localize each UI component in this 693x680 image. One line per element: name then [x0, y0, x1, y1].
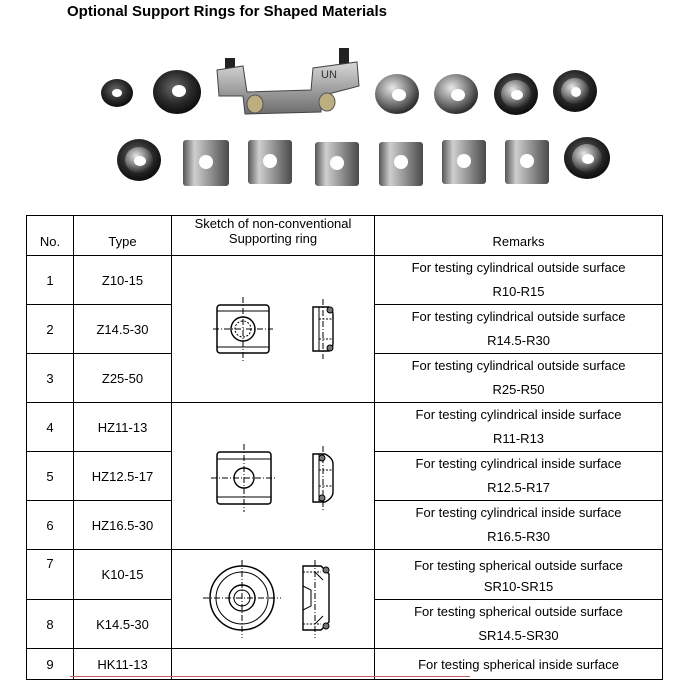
remark-line1: For testing spherical outside surface: [414, 557, 623, 573]
row-no: 9: [27, 649, 74, 680]
block-1: [183, 140, 229, 186]
remark-line1: For testing cylindrical inside surface: [415, 456, 622, 471]
sketch-hz-series: [172, 403, 375, 550]
row-type: HK11-13: [74, 649, 172, 680]
row-no: 3: [27, 354, 74, 403]
remark-line2: R16.5-R30: [487, 529, 550, 544]
row-type: Z25-50: [74, 354, 172, 403]
row-type: K14.5-30: [74, 600, 172, 649]
remark-line1: For testing cylindrical inside surface: [415, 505, 622, 520]
row-remarks: [375, 550, 663, 600]
remark-line1: For testing cylindrical outside surface: [411, 309, 626, 324]
row-type: Z10-15: [74, 256, 172, 305]
row-remarks: [375, 600, 663, 649]
bottom-divider: [70, 676, 470, 677]
block-4: [379, 142, 423, 186]
header-no: No.: [27, 216, 74, 256]
remark-line1: For testing spherical outside surface: [414, 604, 623, 619]
header-remarks: Remarks: [375, 216, 663, 256]
row-remarks: [375, 305, 663, 354]
table-row: [27, 649, 663, 680]
ring-bottom-1: [117, 139, 161, 181]
ring-top-4: [434, 74, 478, 114]
remark-line1: For testing cylindrical outside surface: [411, 260, 626, 275]
block-3: [315, 142, 359, 186]
remark-line2: R11-R13: [492, 431, 545, 446]
ring-top-3: [375, 74, 419, 114]
ring-top-2: [153, 70, 201, 114]
remark-line2: SR10-SR15: [483, 578, 554, 594]
sketch-z-series: [172, 256, 375, 403]
row-no: 2: [27, 305, 74, 354]
table-row: [27, 550, 663, 600]
ring-top-1: [101, 79, 133, 107]
product-photo: [95, 40, 615, 200]
remark-line2: R25-R50: [492, 382, 545, 397]
remark-line2: R12.5-R17: [487, 480, 550, 495]
header-sketch-line2: Supporting ring: [228, 231, 318, 246]
remark-line2: R10-R15: [492, 284, 545, 299]
bridge-fixture: [217, 48, 359, 114]
row-remarks: [375, 501, 663, 550]
ring-top-5: [494, 73, 538, 115]
row-remarks: [375, 256, 663, 305]
sketch-k-series: [172, 550, 375, 649]
ring-top-6: [553, 70, 597, 112]
page-title: Optional Support Rings for Shaped Materials: [67, 3, 388, 20]
header-sketch: [172, 216, 375, 256]
sketch-hk-series: [172, 649, 375, 680]
part-label: UN: [321, 69, 337, 81]
remark-line1: For testing cylindrical inside surface: [415, 407, 622, 422]
row-no: 7: [27, 550, 74, 600]
row-remarks: [375, 452, 663, 501]
row-no: 6: [27, 501, 74, 550]
row-remarks: [375, 403, 663, 452]
support-rings-table: [26, 215, 663, 680]
row-type: HZ11-13: [74, 403, 172, 452]
row-no: 4: [27, 403, 74, 452]
block-2: [248, 140, 292, 184]
remark-line1: For testing cylindrical outside surface: [411, 358, 626, 373]
row-type: Z14.5-30: [74, 305, 172, 354]
remark-line2: SR14.5-SR30: [478, 628, 559, 643]
header-type: Type: [74, 216, 172, 256]
sketch-drawing-hz: [173, 406, 373, 546]
row-no: 8: [27, 600, 74, 649]
row-type: K10-15: [74, 550, 172, 600]
sketch-drawing-z: [173, 259, 373, 399]
sketch-drawing-k: [173, 550, 373, 648]
table-row: [27, 403, 663, 452]
table-row: [27, 256, 663, 305]
table-header-row: [27, 216, 663, 256]
ring-bottom-2: [564, 137, 610, 179]
row-remarks: For testing spherical inside surface: [375, 649, 663, 680]
remark-line2: R14.5-R30: [487, 333, 550, 348]
header-sketch-line1: Sketch of non-conventional: [194, 216, 352, 231]
block-5: [442, 140, 486, 184]
row-type: HZ12.5-17: [74, 452, 172, 501]
row-type: HZ16.5-30: [74, 501, 172, 550]
row-no: 1: [27, 256, 74, 305]
block-6: [505, 140, 549, 184]
row-remarks: [375, 354, 663, 403]
row-no: 5: [27, 452, 74, 501]
